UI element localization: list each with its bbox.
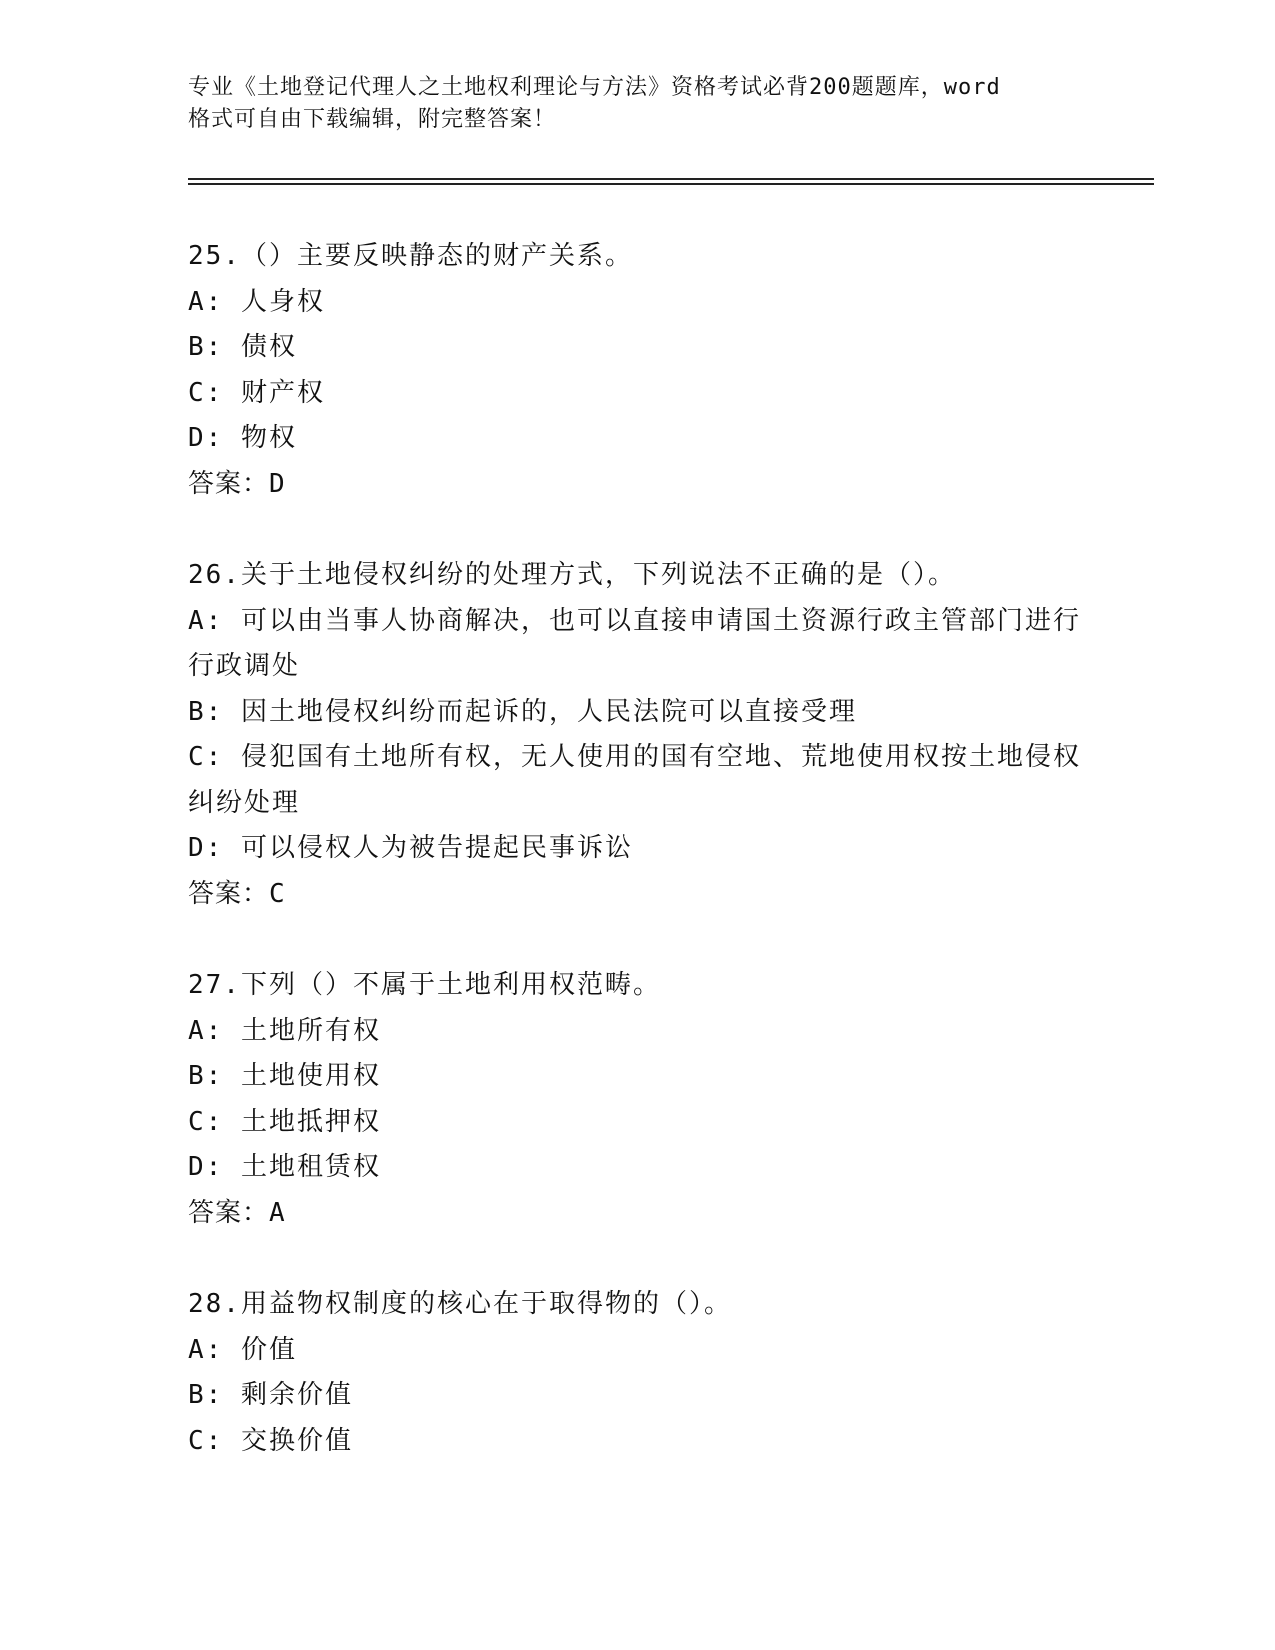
- header-divider-bottom: [188, 183, 1154, 185]
- option-d: [188, 826, 1088, 872]
- option-a: [188, 280, 1088, 326]
- option-text: 可以由当事人协商解决，也可以直接申请国土资源行政主管部门进行行政调处: [188, 605, 1081, 681]
- option-c: [188, 1100, 1088, 1146]
- answer: [188, 1191, 1088, 1237]
- option-a: [188, 1009, 1088, 1055]
- option-d: [188, 416, 1088, 462]
- question-26: [188, 553, 1088, 917]
- answer-label: 答案：: [188, 878, 270, 909]
- option-text: 侵犯国有土地所有权，无人使用的国有空地、荒地使用权按土地侵权纠纷处理: [188, 742, 1081, 818]
- option-text: 债权: [240, 332, 297, 362]
- question-stem: 25.（）主要反映静态的财产关系。: [188, 241, 633, 271]
- option-text: 可以侵权人为被告提起民事诉讼: [240, 833, 633, 863]
- question-27: [188, 963, 1088, 1236]
- option-key: A:: [188, 286, 224, 317]
- option-c: [188, 735, 1088, 826]
- option-c: [188, 371, 1088, 417]
- question-28: [188, 1282, 1088, 1464]
- answer-label: 答案：: [188, 468, 270, 499]
- question-stem: 28.用益物权制度的核心在于取得物的（）。: [188, 1289, 732, 1319]
- question-25: [188, 234, 1088, 507]
- option-b: [188, 690, 1088, 736]
- option-b: [188, 1054, 1088, 1100]
- option-text: 土地使用权: [240, 1061, 381, 1091]
- answer: [188, 462, 1088, 508]
- option-b: [188, 325, 1088, 371]
- option-key: A:: [188, 1015, 224, 1046]
- option-text: 人身权: [240, 286, 325, 317]
- question-stem: 26.关于土地侵权纠纷的处理方式，下列说法不正确的是（）。: [188, 560, 956, 590]
- option-key: B:: [188, 1061, 224, 1091]
- answer-label: 答案：: [188, 1197, 270, 1228]
- question-list: [188, 234, 1088, 1510]
- answer-value: D: [269, 468, 286, 499]
- option-key: C:: [188, 1106, 224, 1137]
- option-key: C:: [188, 1425, 224, 1456]
- option-key: B:: [188, 696, 224, 727]
- option-text: 物权: [240, 423, 297, 453]
- option-text: 因土地侵权纠纷而起诉的，人民法院可以直接受理: [240, 696, 857, 727]
- header-title-line-1: 专业《土地登记代理人之土地权利理论与方法》资格考试必背200题题库，word: [188, 75, 1001, 100]
- option-d: [188, 1145, 1088, 1191]
- option-text: 价值: [240, 1334, 297, 1365]
- option-text: 土地租赁权: [240, 1152, 381, 1182]
- answer: [188, 872, 1088, 918]
- option-a: [188, 1328, 1088, 1374]
- answer-value: C: [269, 878, 286, 909]
- option-key: D:: [188, 423, 224, 453]
- question-stem: 27.下列（）不属于土地利用权范畴。: [188, 970, 661, 1000]
- answer-value: A: [269, 1197, 286, 1228]
- header-divider-top: [188, 178, 1154, 180]
- option-text: 交换价值: [240, 1425, 353, 1456]
- option-text: 财产权: [240, 377, 325, 408]
- option-text: 土地抵押权: [240, 1106, 381, 1137]
- option-key: B:: [188, 332, 224, 362]
- option-key: D:: [188, 1152, 224, 1182]
- option-text: 土地所有权: [240, 1015, 381, 1046]
- option-key: A:: [188, 1334, 224, 1365]
- option-key: A:: [188, 605, 224, 636]
- option-key: D:: [188, 833, 224, 863]
- header-title-line-2: 格式可自由下载编辑，附完整答案！: [188, 107, 557, 132]
- option-c: [188, 1419, 1088, 1465]
- option-key: C:: [188, 377, 224, 408]
- document-header: [188, 72, 1088, 136]
- option-text: 剩余价值: [240, 1380, 353, 1410]
- option-key: C:: [188, 742, 224, 772]
- option-a: [188, 599, 1088, 690]
- option-key: B:: [188, 1380, 224, 1410]
- option-b: [188, 1373, 1088, 1419]
